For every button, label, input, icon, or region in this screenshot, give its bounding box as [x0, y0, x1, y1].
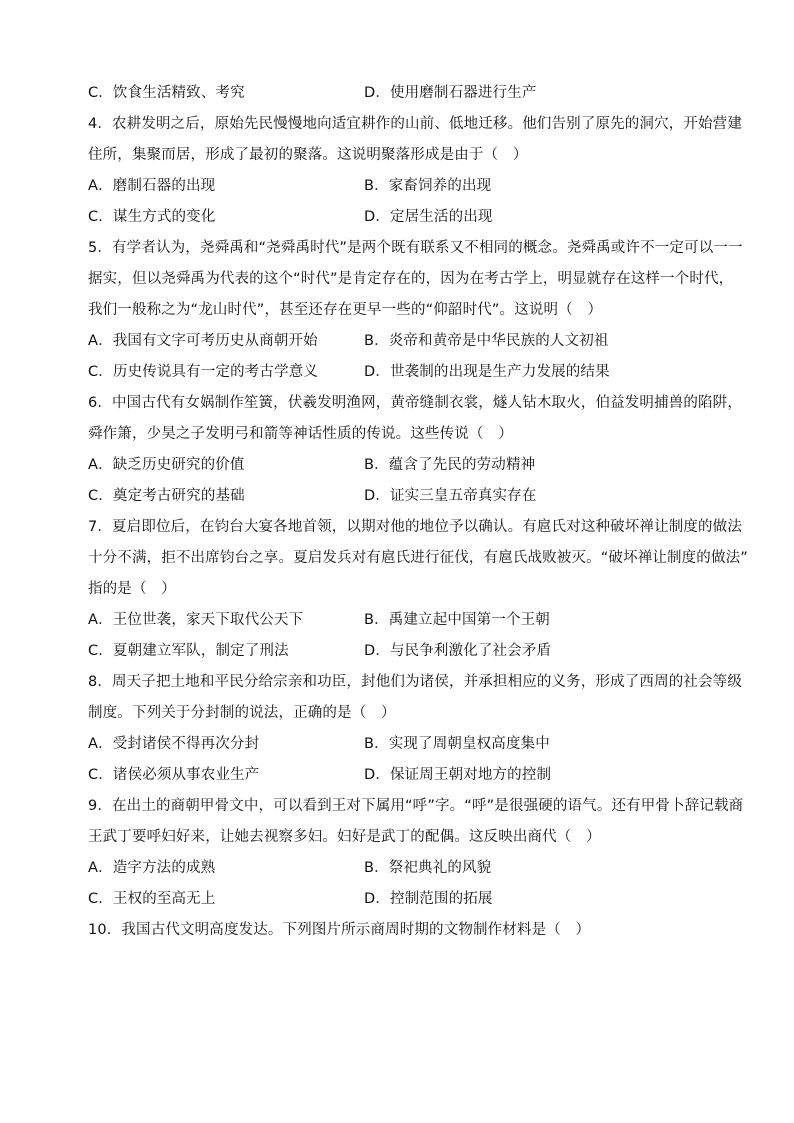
question-7-line-1: 7．夏启即位后，在钧台大宴各地首领，以期对他的地位予以确认。有扈氏对这种破坏禅让制度的做法 [88, 519, 742, 535]
options-row [88, 202, 718, 233]
option-a: A．王位世袭，家天下取代公天下 [88, 612, 304, 628]
options-row [88, 78, 718, 109]
option-d: D．证实三皇五帝真实存在 [364, 488, 537, 504]
question-8-line-2: 制度。下列关于分封制的说法，正确的是（ ） [88, 705, 396, 721]
question-10-line-1: 10．我国古代文明高度发达。下列图片所示商周时期的文物制作材料是（ ） [88, 922, 591, 938]
option-c: C．谋生方式的变化 [88, 209, 216, 225]
question-4-line-2: 住所，集聚而居，形成了最初的聚落。这说明聚落形成是由于（ ） [88, 147, 528, 163]
option-b: B．炎帝和黄帝是中华民族的人文初祖 [364, 333, 609, 349]
option-a: A．造字方法的成熟 [88, 860, 216, 876]
question-5-line-3: 我们一般称之为“龙山时代”，甚至还存在更早一些的“仰韶时代”。这说明（ ） [88, 302, 603, 318]
option-d: D．使用磨制石器进行生产 [364, 85, 537, 101]
question-8-line-1: 8．周天子把土地和平民分给宗亲和功臣，封他们为诸侯，并承担相应的义务，形成了西周的社会等级 [88, 674, 742, 690]
option-c: C．饮食生活精致、考究 [88, 85, 245, 101]
option-c: C．王权的至高无上 [88, 891, 216, 907]
option-b: B．禹建立起中国第一个王朝 [364, 612, 550, 628]
question-9-line-2: 王武丁要呼妇好来，让她去视察多妇。妇好是武丁的配偶。这反映出商代（ ） [88, 829, 601, 845]
option-b: B．蕴含了先民的劳动精神 [364, 457, 536, 473]
option-d: D．世袭制的出现是生产力发展的结果 [364, 364, 610, 380]
option-c: C．诸侯必须从事农业生产 [88, 767, 260, 783]
question-4-line-1: 4．农耕发明之后，原始先民慢慢地向适宜耕作的山前、低地迁移。他们告别了原先的洞穴，开始营建 [88, 116, 742, 132]
options-row [88, 636, 718, 667]
option-d: D．控制范围的拓展 [364, 891, 493, 907]
options-row [88, 357, 718, 388]
option-d: D．与民争利激化了社会矛盾 [364, 643, 552, 659]
option-a: A．我国有文字可考历史从商朝开始 [88, 333, 318, 349]
option-a: A．缺乏历史研究的价值 [88, 457, 245, 473]
options-row [88, 450, 718, 481]
option-b: B．实现了周朝皇权高度集中 [364, 736, 550, 752]
question-7-line-2: 十分不满，拒不出席钧台之享。夏启发兵对有扈氏进行征伐，有扈氏战败被灭。“破坏禅让制度的做法” [88, 550, 748, 566]
options-row [88, 760, 718, 791]
question-6-line-2: 舜作箫，少昊之子发明弓和箭等神话性质的传说。这些传说（ ） [88, 426, 513, 442]
option-d: D．定居生活的出现 [364, 209, 493, 225]
options-row [88, 481, 718, 512]
options-row [88, 326, 718, 357]
options-row [88, 729, 718, 760]
question-6-line-1: 6．中国古代有女娲制作笙簧，伏羲发明渔网，黄帝缝制衣裳，燧人钻木取火，伯益发明捕兽的陷阱， [88, 395, 742, 411]
option-c: C．历史传说具有一定的考古学意义 [88, 364, 319, 380]
option-b: B．家畜饲养的出现 [364, 178, 492, 194]
question-9-line-1: 9．在出土的商朝甲骨文中，可以看到王对下属用“呼”字。“呼”是很强硬的语气。还有甲骨卜辞记载商 [88, 798, 744, 814]
question-5-line-1: 5．有学者认为，尧舜禹和“尧舜禹时代”是两个既有联系又不相同的概念。尧舜禹或许不一定可以一一 [88, 240, 743, 256]
option-a: A．受封诸侯不得再次分封 [88, 736, 260, 752]
option-a: A．磨制石器的出现 [88, 178, 216, 194]
option-c: C．奠定考古研究的基础 [88, 488, 245, 504]
option-d: D．保证周王朝对地方的控制 [364, 767, 552, 783]
options-row [88, 884, 718, 915]
option-b: B．祭祀典礼的风貌 [364, 860, 492, 876]
option-c: C．夏朝建立军队，制定了刑法 [88, 643, 289, 659]
options-row [88, 853, 718, 884]
question-5-line-2: 据实，但以尧舜禹为代表的这个“时代”是肯定存在的，因为在考古学上，明显就存在这样一个时代， [88, 271, 734, 287]
options-row [88, 605, 718, 636]
options-row [88, 171, 718, 202]
question-7-line-3: 指的是（ ） [88, 581, 176, 597]
document-page [88, 78, 748, 946]
